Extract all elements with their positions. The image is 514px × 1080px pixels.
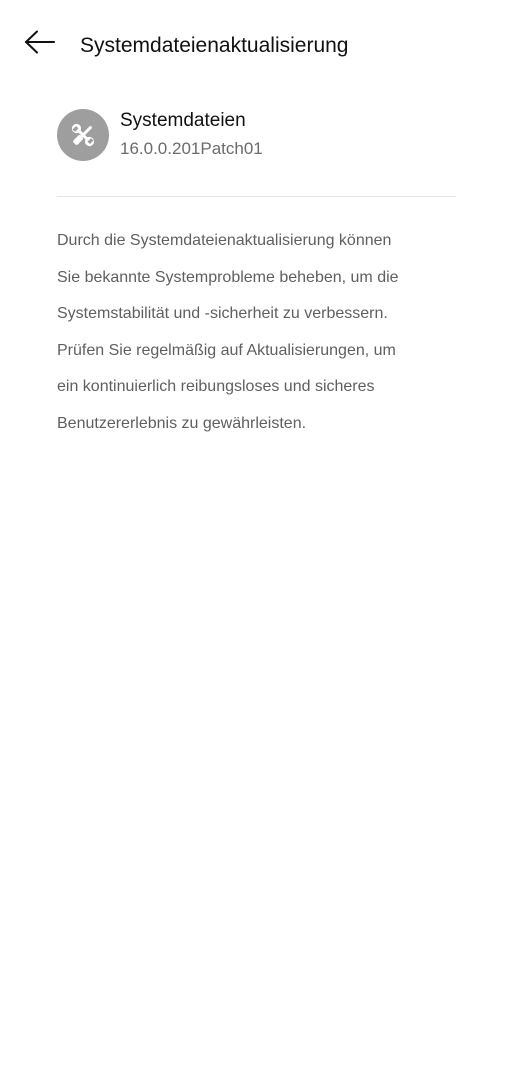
wrench-screwdriver-icon [57, 109, 109, 161]
item-version: 16.0.0.201Patch01 [120, 139, 263, 158]
system-files-item [57, 108, 457, 164]
divider [57, 196, 456, 197]
description-line: Sie bekannte Systemprobleme beheben, um die [57, 268, 399, 286]
description-line: Systemstabilität und -sicherheit zu verbessern. [57, 305, 388, 322]
back-button[interactable] [20, 26, 60, 62]
description-line: Durch die Systemdateienaktualisierung können [57, 232, 392, 249]
header-bar [0, 0, 514, 92]
description-line: Prüfen Sie regelmäßig auf Aktualisierungen, um [57, 341, 396, 359]
description-line: Benutzererlebnis zu gewährleisten. [57, 414, 307, 432]
description-text [57, 223, 457, 442]
item-title: Systemdateien [120, 110, 246, 131]
page-title: Systemdateienaktualisierung [80, 34, 349, 57]
arrow-left-icon [24, 30, 56, 59]
description-line: ein kontinuierlich reibungsloses und sicheres [57, 378, 375, 395]
